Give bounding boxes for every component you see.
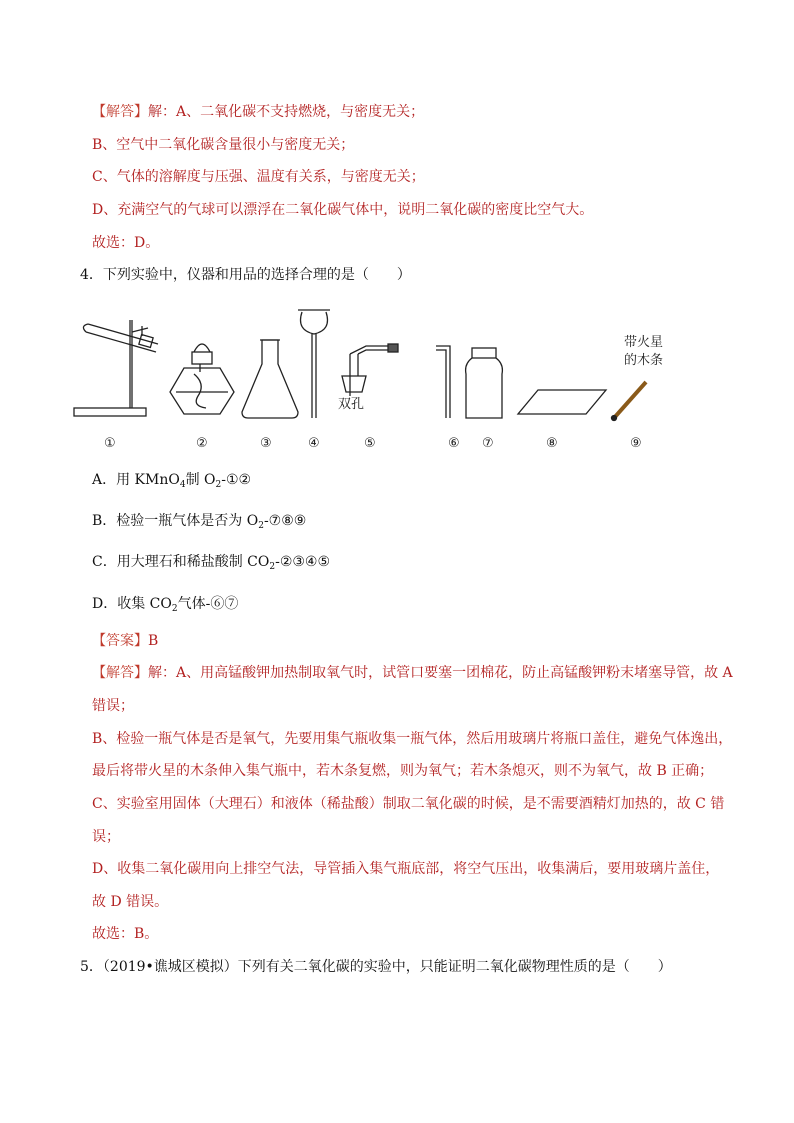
alcohol-lamp-icon (170, 344, 234, 414)
two-hole-stopper-icon (342, 344, 398, 396)
answer-tag: 【答案】 (92, 633, 148, 649)
answer-value: B (148, 633, 159, 649)
glass-plate-icon (518, 390, 606, 414)
thistle-funnel-icon (298, 310, 330, 418)
solution-4-line: 错误； (92, 698, 134, 714)
solution-tag: 【解答】 (92, 665, 148, 681)
solution-3-line: D、充满空气的气球可以漂浮在二氧化碳气体中，说明二氧化碳的密度比空气大。 (92, 202, 594, 218)
splint-label-line1: 带火星 (624, 335, 664, 350)
solution-4-line: B、检验一瓶气体是否是氧气，先要用集气瓶收集一瓶气体，然后用玻璃片将瓶口盖住，避免气体逸出， (92, 731, 733, 747)
figure-label: ② (196, 436, 208, 451)
solution-text: 解：A、用高锰酸钾加热制取氧气时，试管口要塞一团棉花，防止高锰酸钾粉末堵塞导管，故 A (148, 665, 733, 681)
solution-3-line: C、气体的溶解度与压强、温度有关系，与密度无关； (92, 169, 425, 185)
double-hole-label: 双孔 (338, 397, 365, 412)
splint-label-line2: 的木条 (624, 353, 664, 368)
solution-4-line: 故选：B。 (92, 926, 159, 942)
answer-line (92, 632, 158, 650)
figure-label: ⑦ (482, 436, 494, 451)
figure-label: ④ (308, 436, 320, 451)
solution-4-line: D、收集二氧化碳用向上排空气法，导管插入集气瓶底部，将空气压出，收集满后，要用玻璃片盖住， (92, 861, 720, 877)
solution-3-first-line (92, 103, 424, 121)
solution-4-line: 误； (92, 829, 120, 845)
apparatus-figure (66, 284, 726, 454)
figure-label: ① (104, 436, 116, 451)
solution-4-line: 故 D 错误。 (92, 894, 169, 910)
option-a: A．用 KMnO$_4$制 $O_2-①②$ (92, 472, 252, 490)
figure-label: ⑨ (630, 436, 642, 451)
glowing-splint-icon (612, 382, 647, 421)
figure-label: ⑧ (546, 436, 558, 451)
solution-4-line: 最后将带火星的木条伸入集气瓶中，若木条复燃，则为氧气；若木条熄灭，则不为氧气，故 B 正确； (92, 763, 714, 779)
solution-3-line: B、空气中二氧化碳含量很小与密度无关； (92, 137, 355, 153)
solution-tag: 【解答】 (92, 104, 148, 120)
figure-label: ⑥ (448, 436, 460, 451)
question-4-stem: 4．下列实验中，仪器和用品的选择合理的是（ ） (80, 267, 411, 283)
gas-jar-icon (466, 348, 503, 418)
solution-4-line: C、实验室用固体（大理石）和液体（稀盐酸）制取二氧化碳的时候，是不需要酒精灯加热的，故 C 错 (92, 796, 725, 812)
solution-4-first-line (92, 664, 733, 682)
figure-label: ⑤ (364, 436, 376, 451)
conical-flask-icon (242, 340, 298, 418)
solution-text: 解：A、二氧化碳不支持燃烧，与密度无关； (148, 104, 425, 120)
figure-label: ③ (260, 436, 272, 451)
option-b: B．检验一瓶气体是否为 $O_2$-⑦⑧⑨ (92, 513, 307, 531)
glass-tube-icon (436, 346, 450, 418)
option-c: C．用大理石和稀盐酸制 $CO_2$-②③④⑤ (92, 554, 331, 572)
option-d: D．收集 $CO_2$气体-⑥⑦ (92, 596, 239, 614)
iron-stand-test-tube-icon (74, 320, 158, 416)
solution-3-line: 故选：D。 (92, 235, 160, 251)
question-5-stem: 5．（2019•谯城区模拟）下列有关二氧化碳的实验中，只能证明二氧化碳物理性质的是（ ） (80, 959, 672, 975)
